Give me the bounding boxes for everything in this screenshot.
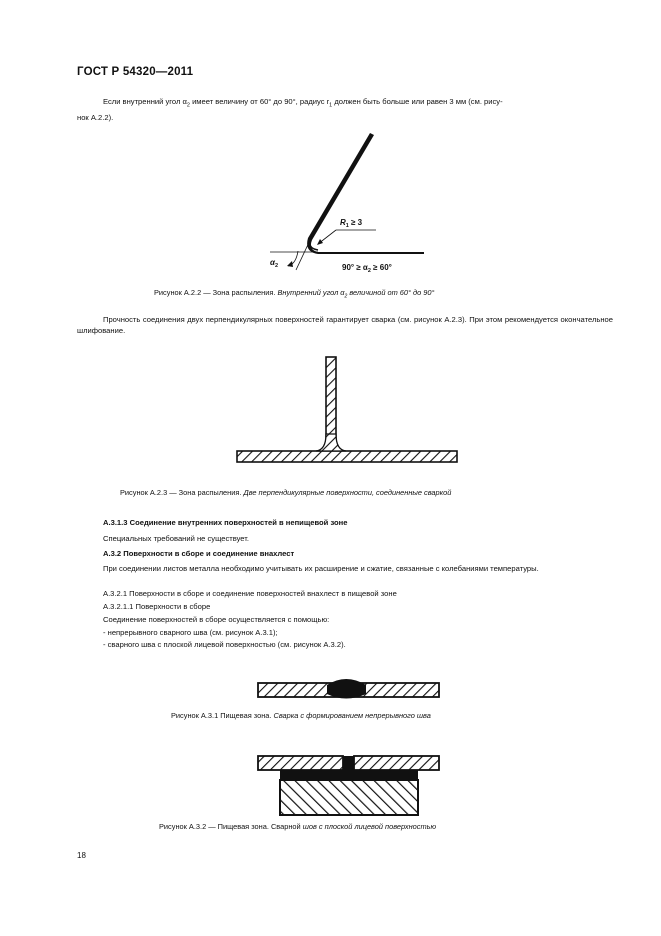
heading-a32: А.3.2 Поверхности в сборе и соединение внахлест [103, 549, 295, 558]
caption-figure-a23: Рисунок А.2.3 — Зона распыления. Две перпендикулярные поверхности, соединенные сваркой [120, 488, 452, 497]
paragraph-perpendicular: Прочность соединения двух перпендикулярных поверхностей гарантирует сварка (см. рисунок А.2.3). При этом рекомендуется окончательное шлифование. [77, 315, 613, 335]
list-item: - непрерывного сварного шва (см. рисунок А.3.1); [103, 628, 278, 637]
text-assembly: Соединение поверхностей в сборе осуществляется с помощью: [103, 615, 330, 624]
page-number: 18 [77, 851, 86, 860]
paragraph-expansion: При соединении листов металла необходимо учитывать их расширение и сжатие, связанные с колебаниями температуры. [103, 564, 539, 573]
paragraph-angle: Если внутренний угол $\alpha_2$ имеет величину от 60° до 90°, радиус $r_1$ должен быть больше или равен 3 мм (см. рису- нок А.2.2). [77, 97, 503, 122]
text-a313: Специальных требований не существует. [103, 534, 250, 543]
label-angle-range: $90^\circ \ge \alpha_2 \ge 60^\circ$ [342, 263, 392, 274]
label-alpha2: $\alpha_2$ [270, 258, 279, 269]
label-r1: $R_1 \ge 3$ [340, 218, 363, 229]
caption-figure-a22: Рисунок А.2.2 — Зона распыления. Внутренний угол $\alpha_2$ величиной от 60° до 90° [154, 288, 435, 300]
document-header: ГОСТ Р 54320—2011 [77, 66, 194, 78]
text-a3211: А.3.2.1 Поверхности в сборе и соединение поверхностей внахлест в пищевой зоне [103, 589, 397, 598]
caption-figure-a31: Рисунок А.3.1 Пищевая зона. Сварка с формированием непрерывного шва [171, 711, 431, 720]
text-a32111: А.3.2.1.1 Поверхности в сборе [103, 602, 211, 611]
list-item: - сварного шва с плоской лицевой поверхностью (см. рисунок А.3.2). [103, 640, 346, 649]
heading-a313: А.3.1.3 Соединение внутренних поверхностей в непищевой зоне [103, 518, 348, 527]
caption-figure-a32: Рисунок А.3.2 — Пищевая зона. Сварной шов с плоской лицевой поверхностью [159, 822, 437, 831]
